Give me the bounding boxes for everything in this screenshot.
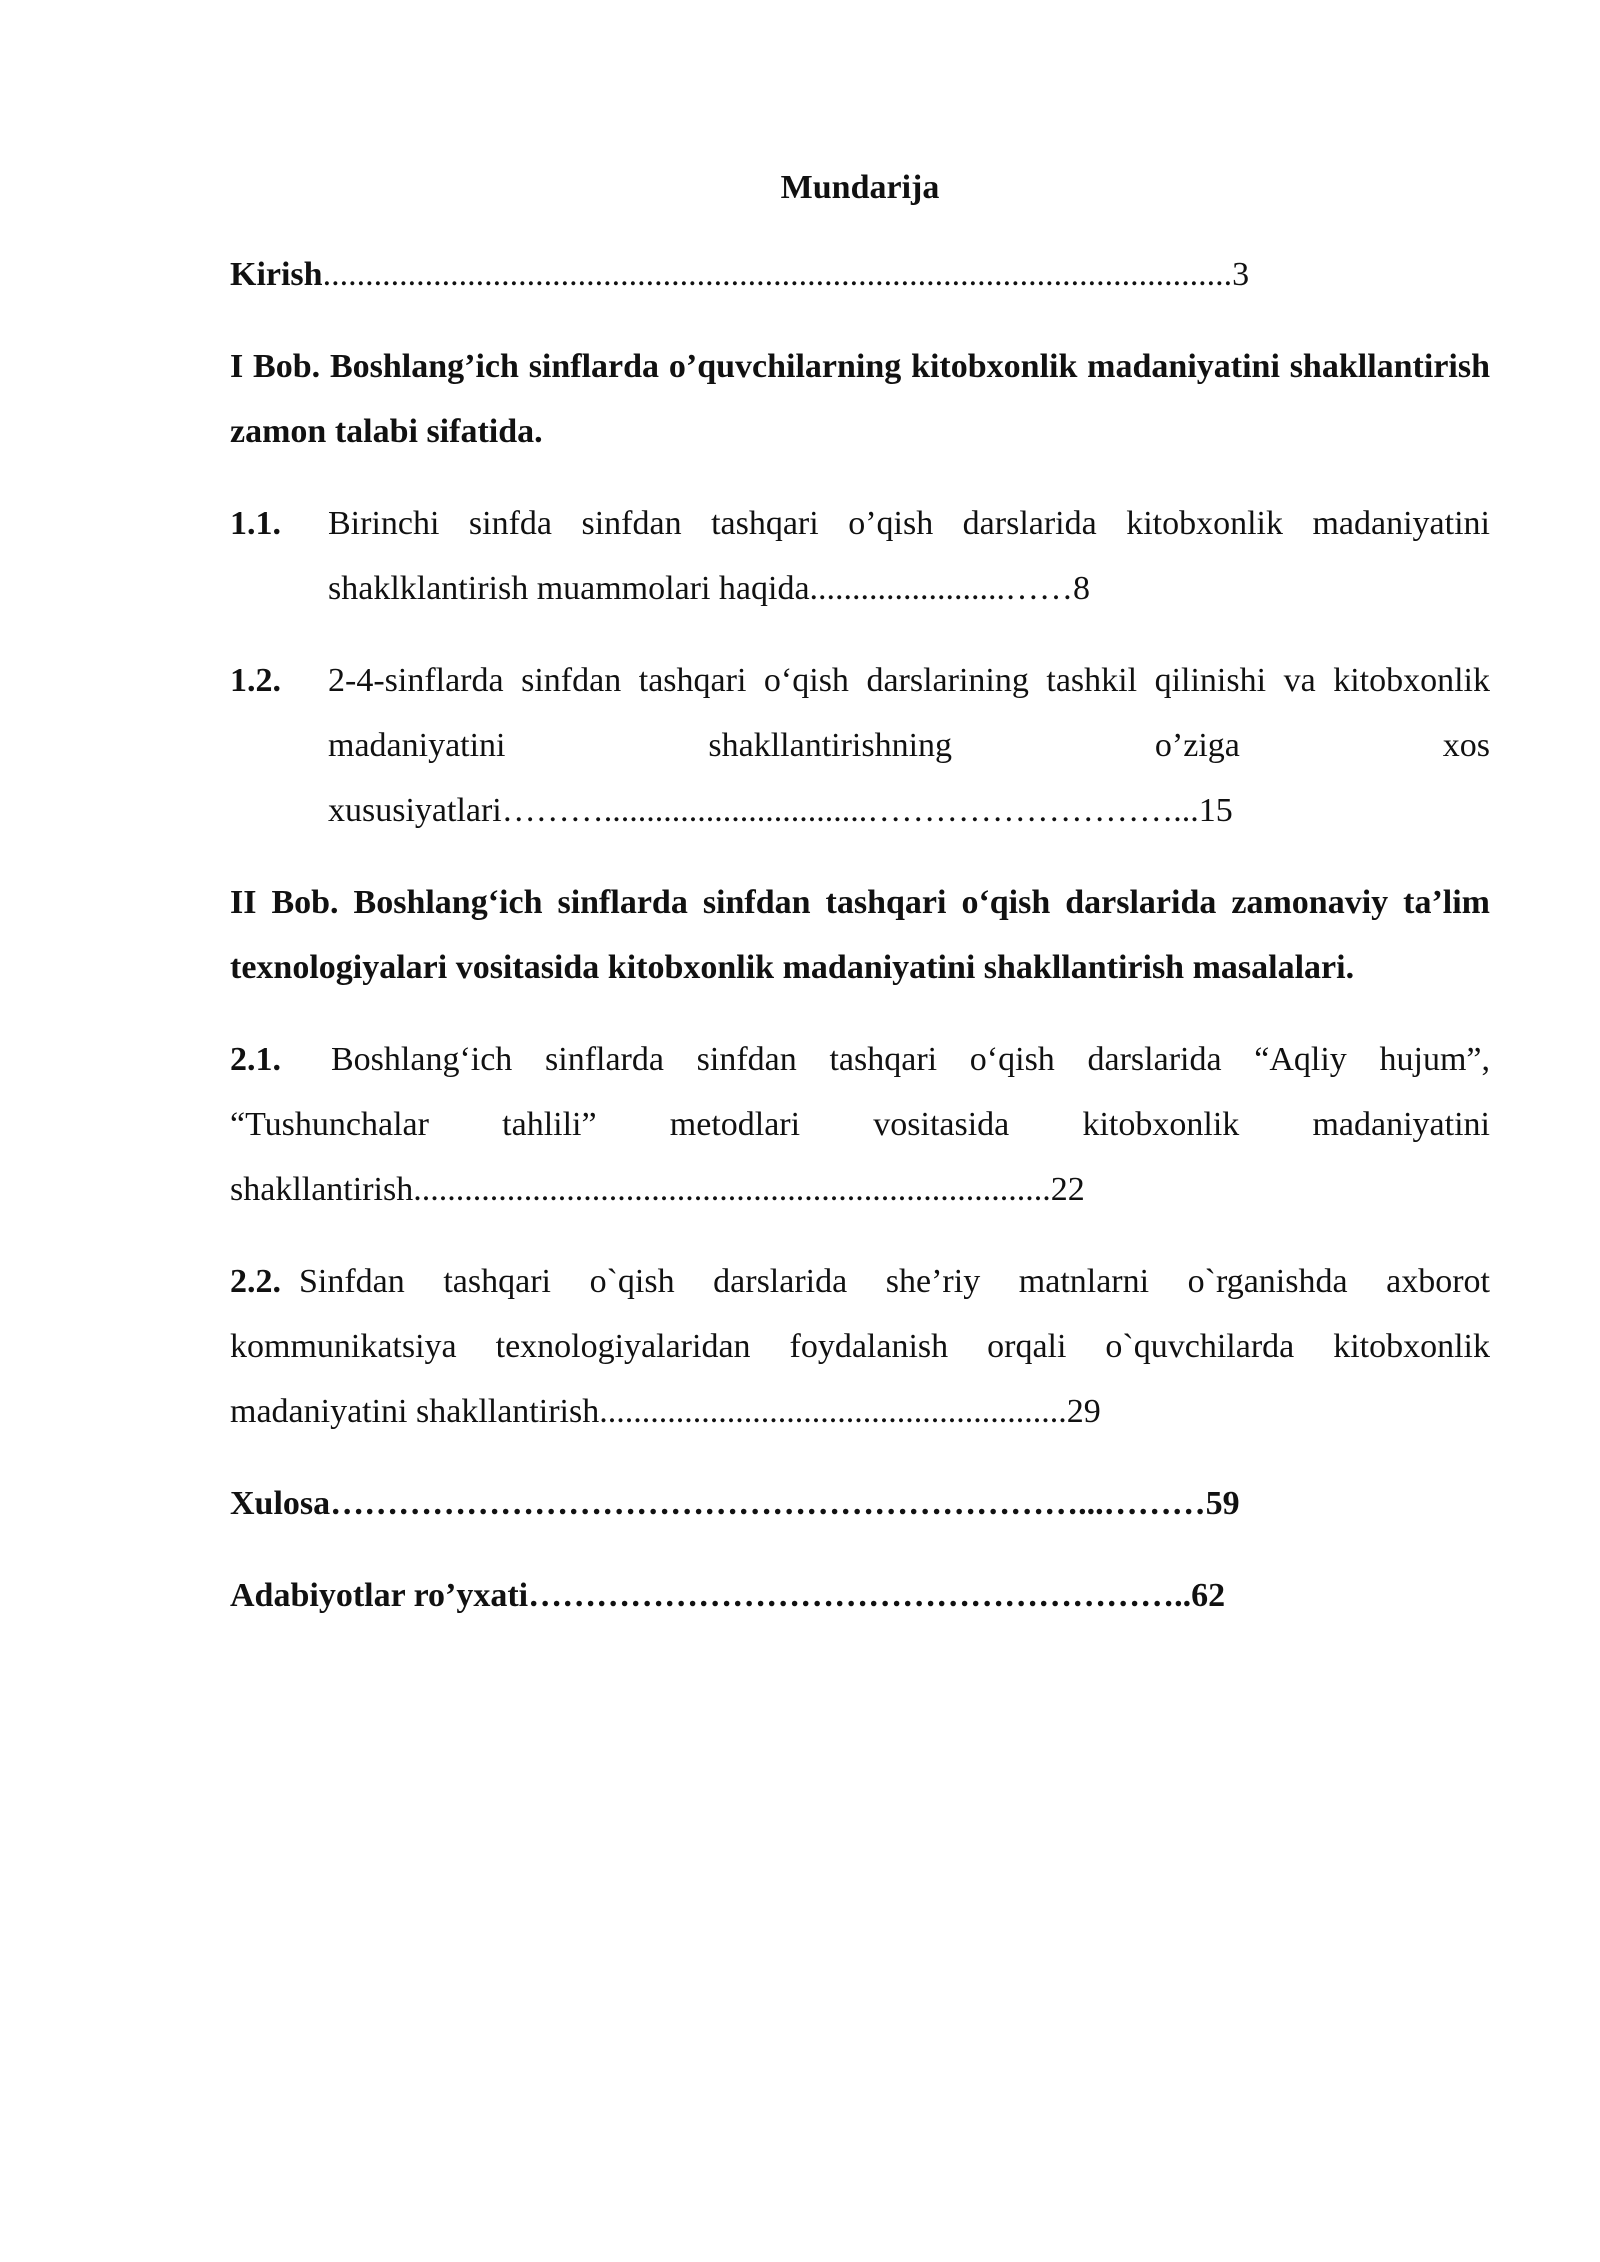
toc-intro-page: 3 bbox=[1232, 256, 1250, 293]
toc-section-number: 2.2. bbox=[230, 1263, 281, 1300]
toc-section-1-1 bbox=[230, 491, 1490, 621]
toc-chapter-1: I Bob. Boshlang’ich sinflarda o’quvchilarning kitobxonlik madaniyatini shakllantirish zamon talabi sifatida. bbox=[230, 348, 1490, 450]
toc-intro-label: Kirish bbox=[230, 256, 323, 293]
toc-intro-leader: ........................................................................................................... bbox=[322, 256, 1233, 293]
toc-section-2-2 bbox=[230, 1249, 1490, 1444]
toc-section-text: Sinfdan tashqari o`qish darslarida she’riy matnlarni o`rganishda axborot kommunikatsiya texnologiyalaridan foydalanish orqali o`quvchilarda kitobxonlik madaniyatini shakllantirish.......................................................29 bbox=[230, 1263, 1490, 1430]
toc-section-2-1 bbox=[230, 1027, 1490, 1222]
page-title: Mundarija bbox=[780, 169, 940, 206]
toc-entry-intro bbox=[230, 242, 1490, 307]
table-of-contents bbox=[230, 160, 1490, 1655]
toc-chapter-2: II Bob. Boshlang‘ich sinflarda sinfdan tashqari o‘qish darslarida zamonaviy ta’lim texnologiyalari vositasida kitobxonlik madaniyatini shakllantirish masalalari. bbox=[230, 884, 1490, 986]
toc-section-text: 2-4-sinflarda sinfdan tashqari o‘qish darslarining tashkil qilinishi va kitobxonlik madaniyatini shakllantirishning o’ziga xos xususiyatlari………...............................………………………...15 bbox=[328, 662, 1490, 829]
toc-section-number: 2.1. bbox=[230, 1041, 281, 1078]
toc-section-number: 1.2. bbox=[230, 662, 281, 699]
toc-section-number: 1.1. bbox=[230, 505, 281, 542]
toc-section-text: Birinchi sinfda sinfdan tashqari o’qish darslarida kitobxonlik madaniyatini shaklklantirish muammolari haqida.......................……8 bbox=[328, 505, 1490, 607]
toc-conclusion: Xulosa…………………………………………………………...………59 bbox=[230, 1485, 1240, 1522]
toc-references: Adabiyotlar ro’yxati…………………………………………………..62 bbox=[230, 1577, 1226, 1614]
toc-section-text: Boshlang‘ich sinflarda sinfdan tashqari o‘qish darslarida “Aqliy hujum”, “Tushunchalar tahlili” metodlari vositasida kitobxonlik madaniyatini shakllantirish...........................................................................22 bbox=[230, 1041, 1490, 1208]
toc-section-1-2 bbox=[230, 648, 1490, 843]
